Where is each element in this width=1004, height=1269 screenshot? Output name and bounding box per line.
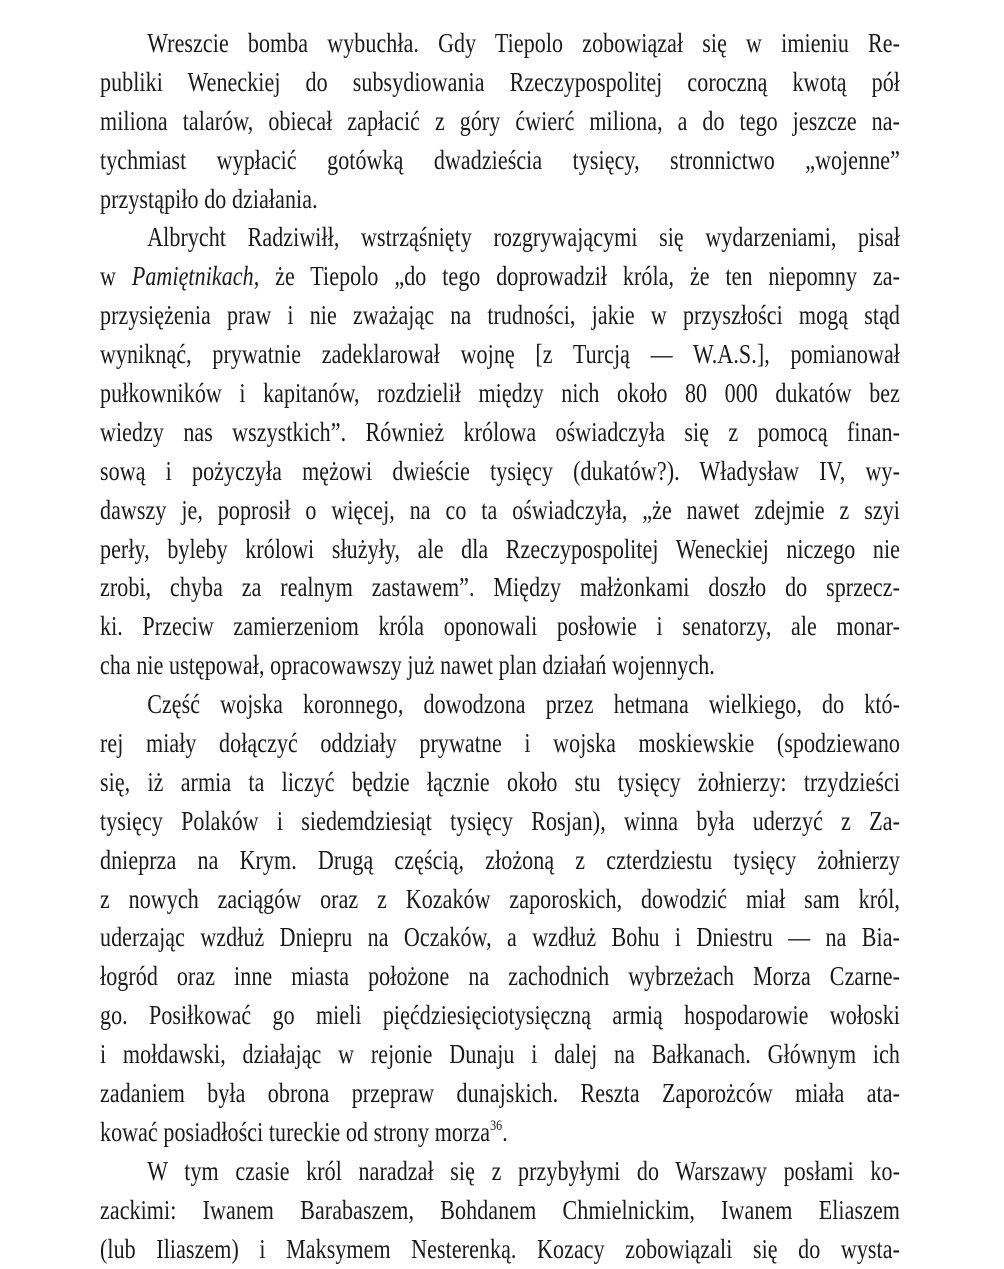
text-line: Wreszcie bomba wybuchła. Gdy Tiepolo zobowiązał się w imieniu Re- [147, 27, 900, 58]
text-line: W tym czasie król naradzał się z przybyłymi do Warszawy posłami ko- [147, 1154, 900, 1186]
text-line: go. Posiłkować go mieli pięćdziesięciotysięczną armią hospodarowie wołoski [100, 999, 900, 1031]
text-line: perły, byleby królowi służyły, ale dla Rzeczypospolitej Weneckiej niczego nie [100, 532, 900, 564]
paragraph-3 [100, 685, 900, 1152]
footnote-marker: 36 [490, 1117, 503, 1134]
text-fragment: . [502, 1115, 508, 1147]
text-line: dnieprza na Krym. Drugą częścią, złożoną z czterdziestu tysięcy żołnierzy [100, 843, 900, 875]
text-line: (lub Iliaszem) i Maksymem Nesterenką. Kozacy zobowiązali się do wysta- [100, 1232, 900, 1264]
text-line: zrobi, chyba za realnym zastawem”. Między małżonkami doszło do sprzecz- [100, 571, 900, 603]
text-line: ki. Przeciw zamierzeniom króla oponowali posłowie i senatorzy, ale monar- [100, 610, 900, 642]
text-fragment: w [100, 260, 132, 292]
paragraph-2 [100, 218, 900, 685]
text-line [100, 1113, 900, 1152]
text-line: wyniknąć, prywatnie zadeklarował wojnę [z Turcją — W.A.S.], pomianował [100, 338, 900, 370]
text-line: wiedzy nas wszystkich”. Również królowa oświadczyła się z pomocą finan- [100, 415, 900, 447]
text-line: przystąpiło do działania. [100, 182, 318, 214]
text-line: z nowych zaciągów oraz z Kozaków zaporoskich, dowodzić miał sam król, [100, 882, 900, 914]
text-line: zackimi: Iwanem Barabaszem, Bohdanem Chmielnickim, Iwanem Eliaszem [100, 1193, 900, 1225]
text-fragment: kować posiadłości tureckie od strony morza [100, 1115, 491, 1147]
text-fragment: , że Tiepolo „do tego doprowadził króla, że ten niepomny za- [253, 260, 901, 292]
text-line: uderzając wzdłuż Dniepru na Oczaków, a wzdłuż Bohu i Dniestru — na Bia- [100, 921, 900, 953]
paragraph-4 [100, 1152, 900, 1269]
text-line: rej miały dołączyć oddziały prywatne i wojska moskiewskie (spodziewano [100, 727, 900, 759]
text-line: tysięcy Polaków i siedemdziesiąt tysięcy Rosjan), winna była uderzyć z Za- [100, 804, 900, 836]
text-line: dawszy je, poprosił o więcej, na co ta oświadczyła, „że nawet zdejmie z szyi [100, 493, 900, 525]
text-line: Albrycht Radziwiłł, wstrząśnięty rozgrywającymi się wydarzeniami, pisał [147, 221, 900, 253]
text-line: sową i pożyczyła mężowi dwieście tysięcy (dukatów?). Władysław IV, wy- [100, 454, 900, 486]
body-text [100, 24, 900, 1269]
text-line: cha nie ustępował, opracowawszy już nawet plan działań wojennych. [100, 649, 715, 681]
text-line [100, 257, 900, 296]
text-line: i mołdawski, działając w rejonie Dunaju i dalej na Bałkanach. Głównym ich [100, 1038, 900, 1070]
text-line: publiki Weneckiej do subsydiowania Rzeczypospolitej coroczną kwotą pół [100, 65, 900, 97]
text-line: pułkowników i kapitanów, rozdzielił między nich około 80 000 dukatów bez [100, 377, 900, 409]
text-line: miliona talarów, obiecał zapłacić z góry ćwierć miliona, a do tego jeszcze na- [100, 104, 900, 136]
text-line: Część wojska koronnego, dowodzona przez hetmana wielkiego, do któ- [147, 688, 900, 720]
text-line: zadaniem była obrona przepraw dunajskich. Reszta Zaporożców miała ata- [100, 1077, 900, 1109]
text-line: łogród oraz inne miasta położone na zachodnich wybrzeżach Morza Czarne- [100, 960, 900, 992]
text-line: tychmiast wypłacić gotówką dwadzieścia tysięcy, stronnictwo „wojenne” [100, 143, 900, 175]
paragraph-1 [100, 24, 900, 218]
book-title-italic: Pamiętnikach [131, 260, 254, 292]
text-line: się, iż armia ta liczyć będzie łącznie około stu tysięcy żołnierzy: trzydzieści [100, 765, 900, 797]
text-line: przysiężenia praw i nie zważając na trudności, jakie w przyszłości mogą stąd [100, 299, 900, 331]
